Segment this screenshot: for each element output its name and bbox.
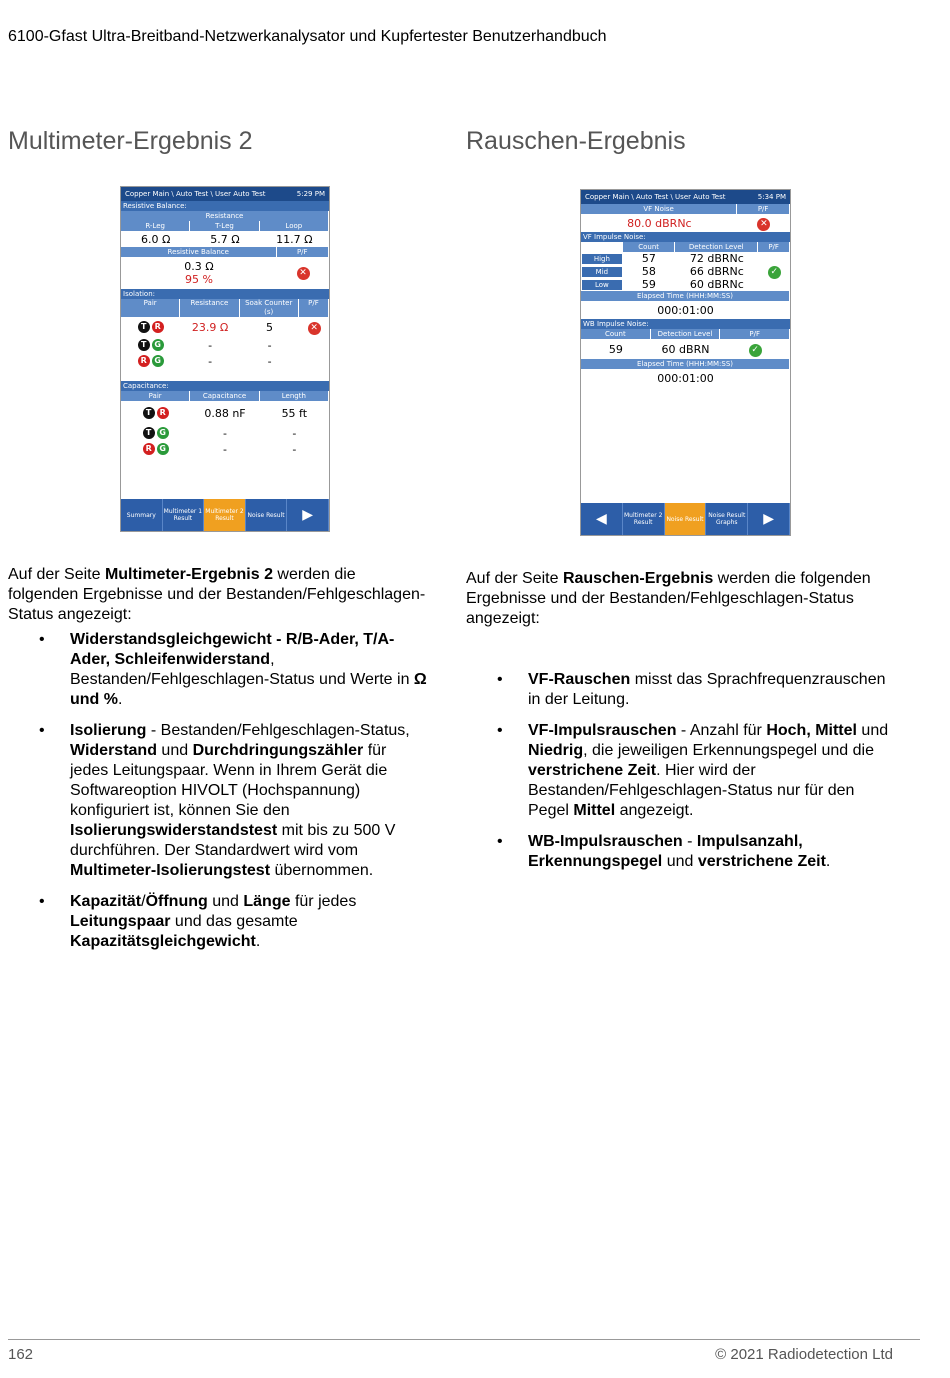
- leg-values-row: [121, 231, 329, 247]
- list-item: • VF-Impulsrauschen - Anzahl für Hoch, Mittel und Niedrig, die jeweiligen Erkennungspegel und die verstrichene Zeit. Hier wird der Bestanden/Fehlgeschlagen-Status nur für den Pegel Mittel angezeigt.: [466, 721, 896, 821]
- list-item: • VF-Rauschen misst das Sprachfrequenzrauschen in der Leitung.: [466, 670, 896, 710]
- tab-multimeter-2[interactable]: Multimeter 2 Result: [204, 499, 246, 531]
- elapsed-value: 000:01:00: [657, 303, 714, 317]
- iso-soak-value: -: [267, 354, 272, 368]
- iso-col-soak: Soak Counter (s): [240, 299, 299, 317]
- multimeter-bullet-list: [8, 630, 428, 963]
- iso-row: [121, 353, 329, 369]
- vf-noise-value: 80.0 dBRNc: [627, 216, 692, 230]
- copyright: © 2021 Radiodetection Ltd: [715, 1346, 893, 1363]
- col-loop: Loop: [260, 221, 329, 231]
- vf-noise-label: VF Noise: [581, 204, 737, 214]
- count-value: 57: [641, 252, 656, 265]
- wb-col-detection: Detection Level: [651, 329, 721, 339]
- noise-intro: Auf der Seite Rauschen-Ergebnis werden die folgenden Ergebnisse und der Bestanden/Fehlgeschlagen-Status angezeigt:: [466, 570, 871, 627]
- screen-titlebar: [581, 190, 790, 204]
- cap-row: [121, 401, 329, 425]
- length-value: -: [292, 426, 297, 440]
- level-label: Mid: [582, 267, 622, 277]
- tab-multimeter-2[interactable]: Multimeter 2 Result: [623, 503, 665, 535]
- screen-breadcrumb: Copper Main \ Auto Test \ User Auto Test: [125, 190, 266, 198]
- t-leg-value: 5.7 Ω: [210, 232, 240, 246]
- rb-percent: 95 %: [185, 273, 213, 286]
- wb-detection-value: 60 dBRN: [661, 342, 710, 356]
- length-value: 55 ft: [281, 406, 308, 420]
- vf-impulse-headers: [581, 242, 790, 252]
- iso-row: [121, 337, 329, 353]
- screen-clock: 5:34 PM: [757, 193, 786, 201]
- list-item: • Isolierung - Bestanden/Fehlgeschlagen-Status, Widerstand und Durchdringungszähler für jedes Leitungspaar. Wenn in Ihrem Gerät die Softwareoption HIVOLT (Hochspannung) konfiguriert ist, können Sie den Isolierungswiderstandstest mit bis zu 500 V durchführen. Der Standardwert wird vom Multimeter-Isolierungstest übernommen.: [8, 721, 428, 881]
- iso-section-label: Isolation:: [121, 289, 329, 299]
- iso-resistance-value: 23.9 Ω: [191, 320, 229, 334]
- elapsed-header: [581, 291, 790, 301]
- iso-soak-value: -: [267, 338, 272, 352]
- screen-clock: 5:29 PM: [296, 190, 325, 198]
- cap-row: [121, 425, 329, 441]
- prev-arrow-icon[interactable]: ◀: [581, 503, 623, 535]
- level-row-low: [581, 278, 790, 291]
- rb-header: [121, 247, 329, 257]
- elapsed-row: [581, 301, 790, 319]
- level-label: High: [582, 254, 622, 264]
- wb-impulse-headers: [581, 329, 790, 339]
- screen-titlebar: [121, 187, 329, 201]
- iso-soak-value: 5: [266, 320, 274, 334]
- elapsed-label: Elapsed Time (HHH:MM:SS): [581, 359, 790, 369]
- fail-icon: ✕: [308, 322, 321, 335]
- pair-tg-icon: T G: [121, 427, 190, 439]
- footer-divider: [8, 1339, 920, 1340]
- list-item: • Kapazität/Öffnung und Länge für jedes Leitungspaar und das gesamte Kapazitätsgleichgewicht.: [8, 892, 428, 952]
- next-arrow-icon[interactable]: ▶: [287, 499, 329, 531]
- tab-noise-result[interactable]: Noise Result: [246, 499, 288, 531]
- vf-impulse-section: VF Impulse Noise:: [581, 232, 790, 242]
- vf-noise-header: [581, 204, 790, 214]
- resistance-label: Resistance: [121, 211, 329, 221]
- next-arrow-icon[interactable]: ▶: [748, 503, 790, 535]
- elapsed-label: Elapsed Time (HHH:MM:SS): [581, 291, 790, 301]
- tab-noise-graphs[interactable]: Noise Result Graphs: [706, 503, 748, 535]
- leg-headers: [121, 221, 329, 231]
- r-leg-value: 6.0 Ω: [140, 232, 171, 246]
- wb-row: [581, 339, 790, 359]
- pair-tg-icon: T G: [121, 339, 180, 351]
- rb-section-label: Resistive Balance:: [121, 201, 329, 211]
- cap-row: [121, 441, 329, 457]
- noise-result-screenshot: [580, 189, 791, 536]
- fail-icon: ✕: [757, 218, 770, 231]
- wb-col-count: Count: [581, 329, 651, 339]
- list-item: • WB-Impulsrauschen - Impulsanzahl, Erkennungspegel und verstrichene Zeit.: [466, 832, 896, 872]
- col-r-leg: R-Leg: [121, 221, 190, 231]
- elapsed-row: [581, 369, 790, 387]
- wb-impulse-section: WB Impulse Noise:: [581, 319, 790, 329]
- cap-headers: [121, 391, 329, 401]
- detection-value: 66 dBRNc: [689, 265, 744, 278]
- vf-noise-row: [581, 214, 790, 232]
- level-label: Low: [582, 280, 622, 290]
- running-header: 6100-Gfast Ultra-Breitband-Netzwerkanalysator und Kupfertester Benutzerhandbuch: [8, 28, 607, 45]
- col-count: Count: [623, 242, 675, 252]
- level-row-mid: [581, 265, 790, 278]
- col-pf: P/F: [758, 242, 790, 252]
- iso-resistance-value: -: [208, 354, 213, 368]
- multimeter-intro: Auf der Seite Multimeter-Ergebnis 2 werden die folgenden Ergebnisse und der Bestanden/Fehlgeschlagen-Status angezeigt:: [8, 566, 426, 623]
- cap-value: 0.88 nF: [204, 406, 246, 420]
- loop-value: 11.7 Ω: [276, 232, 313, 246]
- noise-bullet-list: [466, 670, 896, 883]
- section-heading-multimeter: Multimeter-Ergebnis 2: [8, 127, 253, 155]
- cap-col-length: Length: [260, 391, 329, 401]
- iso-resistance-value: -: [208, 338, 213, 352]
- list-item: • Widerstandsgleichgewicht - R/B-Ader, T/A-Ader, Schleifenwiderstand, Bestanden/Fehlgeschlagen-Status und Werte in Ω und %.: [8, 630, 428, 710]
- col-detection-level: Detection Level: [675, 242, 758, 252]
- tab-multimeter-1[interactable]: Multimeter 1 Result: [163, 499, 205, 531]
- elapsed-header: [581, 359, 790, 369]
- iso-col-resistance: Resistance: [180, 299, 239, 317]
- pair-tr-icon: T R: [121, 407, 190, 419]
- page-number: 162: [8, 1346, 34, 1363]
- tab-noise-result[interactable]: Noise Result: [665, 503, 707, 535]
- col-t-leg: T-Leg: [190, 221, 259, 231]
- pf-label: P/F: [277, 247, 330, 257]
- screen-breadcrumb: Copper Main \ Auto Test \ User Auto Test: [585, 193, 726, 201]
- cap-col-capacitance: Capacitance: [190, 391, 259, 401]
- cap-value: -: [223, 442, 227, 456]
- pair-rg-icon: R G: [121, 443, 190, 455]
- iso-col-pf: P/F: [299, 299, 329, 317]
- wb-col-pf: P/F: [720, 329, 790, 339]
- pf-label: P/F: [737, 204, 790, 214]
- iso-col-pair: Pair: [121, 299, 180, 317]
- cap-col-pair: Pair: [121, 391, 190, 401]
- detection-value: 72 dBRNc: [689, 252, 744, 265]
- cap-section-label: Capacitance:: [121, 381, 329, 391]
- fail-icon: ✕: [297, 267, 310, 280]
- iso-row: [121, 317, 329, 337]
- resistance-header: [121, 211, 329, 221]
- rb-result-row: [121, 257, 329, 289]
- detection-value: 60 dBRNc: [689, 278, 744, 291]
- iso-headers: [121, 299, 329, 317]
- wb-count-value: 59: [608, 342, 623, 356]
- length-value: -: [292, 442, 297, 456]
- rb-value: 0.3 Ω: [184, 260, 214, 273]
- count-value: 59: [641, 278, 656, 291]
- pair-rg-icon: R G: [121, 355, 180, 367]
- count-value: 58: [641, 265, 656, 278]
- cap-value: -: [223, 426, 227, 440]
- screen-tab-bar: [581, 503, 790, 535]
- pass-icon: ✓: [749, 344, 762, 357]
- pair-tr-icon: T R: [121, 321, 180, 333]
- pass-icon: ✓: [768, 266, 781, 279]
- elapsed-value: 000:01:00: [657, 371, 714, 385]
- section-heading-noise: Rauschen-Ergebnis: [466, 127, 686, 155]
- screen-tab-bar: [121, 499, 329, 531]
- tab-summary[interactable]: Summary: [121, 499, 163, 531]
- multimeter-2-screenshot: [120, 186, 330, 532]
- rb-head-label: Resistive Balance: [121, 247, 277, 257]
